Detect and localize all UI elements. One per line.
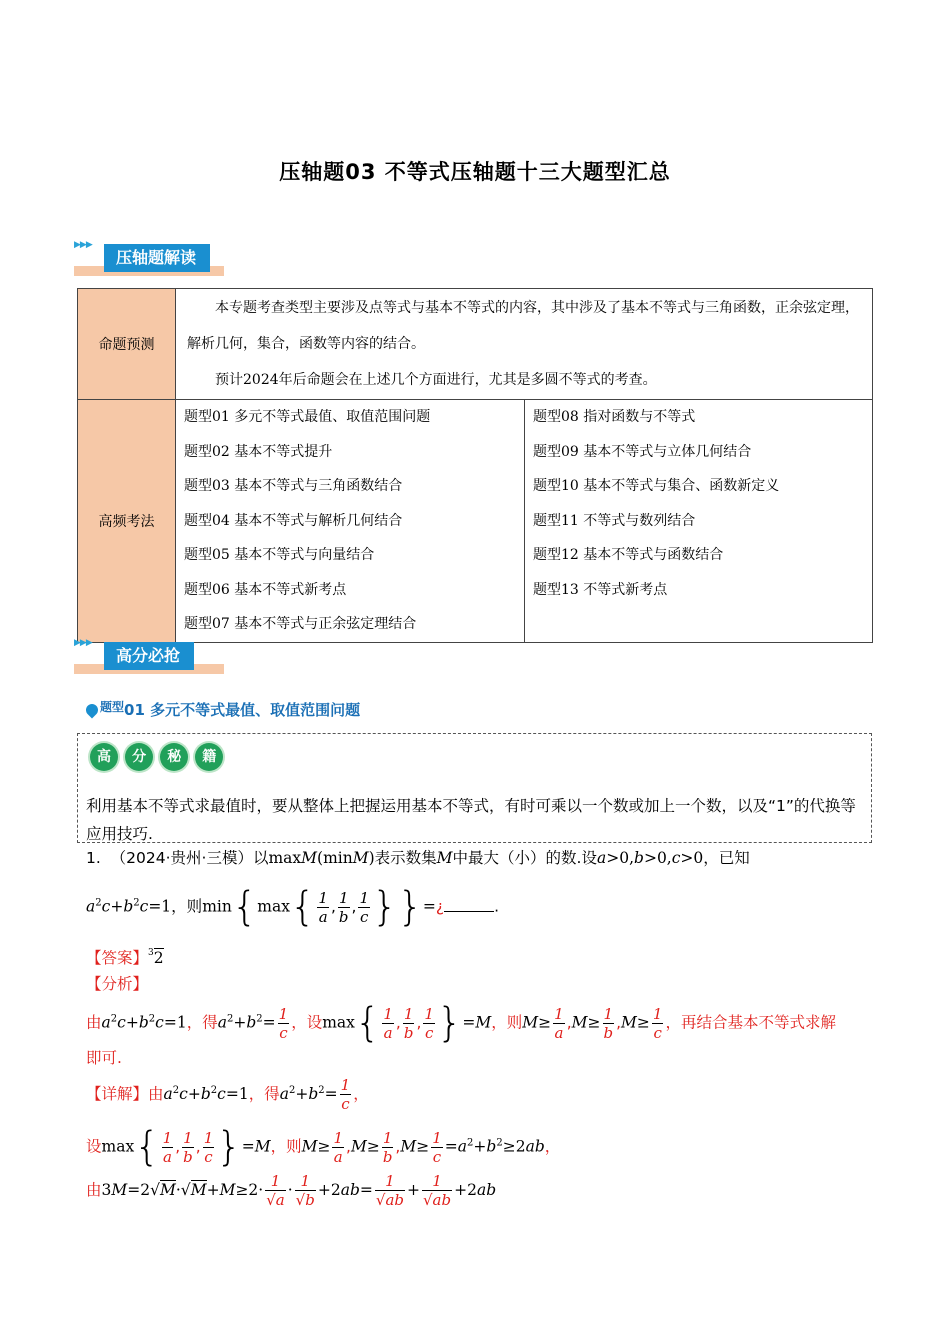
list-item: 题型05 基本不等式与向量结合 <box>184 547 375 563</box>
list-item: 题型12 基本不等式与函数结合 <box>533 547 724 563</box>
page-title: 压轴题03 不等式压轴题十三大题型汇总 <box>279 160 671 184</box>
list-item: 题型04 基本不等式与解析几何结合 <box>184 512 403 529</box>
badge: 分 <box>125 743 153 771</box>
section-banner-interpretation <box>74 240 232 284</box>
list-item: 题型03 基本不等式与三角函数结合 <box>184 478 403 494</box>
banner-label: 高分必抢 <box>104 642 194 670</box>
prediction-text-2: 预计2024年后命题会在上述几个方面进行，尤其是多圆不等式的考查。 <box>215 372 657 388</box>
list-item: 题型01 多元不等式最值、取值范围问题 <box>184 409 431 425</box>
list-item: 题型02 基本不等式提升 <box>184 443 333 460</box>
prediction-text-1: 本专题考查类型主要涉及点等式与基本不等式的内容，其中涉及了基本不等式与三角函数，正余弦定理，解析几何，集合，函数等内容的结合。 <box>187 300 859 352</box>
section-banner-highscore <box>74 638 232 682</box>
answer-blank <box>444 911 494 912</box>
problem-line-1: 1. （2024·贵州·三模）以maxM(minM)表示数集M中最大（小）的数.设a>0,b>0,c>0，已知 <box>86 849 750 867</box>
types-left <box>176 400 525 643</box>
location-pin-icon <box>84 702 101 719</box>
list-item: 题型13 不等式新考点 <box>533 581 668 598</box>
badge: 籍 <box>195 743 223 771</box>
detail-line-3: 由3M=2√M·√M+M≥2· $\frac{1}{√a}$ · $\frac{1}{√b}$ +2ab= $\frac{1}{√ab}$ + $\frac{1}{√ab}$ +2ab <box>86 1172 497 1209</box>
list-item: 题型09 基本不等式与立体几何结合 <box>533 443 752 460</box>
table-head-prediction: 命题预测 <box>78 289 176 400</box>
detail-line-1: 【详解】由$a^2c+b^2c=1$，得$a^2+b^2=$ $\frac{1}{c}$ ， <box>86 1076 369 1113</box>
list-item: 题型06 基本不等式新考点 <box>184 581 347 598</box>
info-table <box>77 288 873 643</box>
tips-text: 利用基本不等式求最值时，要从整体上把握运用基本不等式，有时可乘以一个数或加上一个数，以及“1”的代换等应用技巧. <box>86 797 856 843</box>
tips-badges <box>90 743 225 771</box>
banner-label: 压轴题解读 <box>104 244 210 272</box>
prediction-cell <box>176 289 873 400</box>
types-right <box>525 400 873 643</box>
badge: 秘 <box>160 743 188 771</box>
list-item: 题型07 基本不等式与正余弦定理结合 <box>184 616 417 632</box>
analysis-label: 【分析】 <box>86 975 149 993</box>
problem-line-2: $a^2c+b^2c=1$，则min{max{ $\frac{1}{a}$ , $\frac{1}{b}$ , $\frac{1}{c}$ }}=¿ . <box>86 884 500 930</box>
table-head-frequent: 高频考法 <box>78 400 176 643</box>
arrow-icon: ▶▶▶ <box>74 638 92 648</box>
badge: 高 <box>90 743 118 771</box>
analysis-line-2: 即可. <box>86 1049 122 1067</box>
list-item: 题型10 基本不等式与集合、函数新定义 <box>533 478 780 494</box>
arrow-icon: ▶▶▶ <box>74 240 92 250</box>
answer-line: 【答案】$^3$2 <box>86 948 164 967</box>
detail-line-2: 设max{ $\frac{1}{a}$ , $\frac{1}{b}$ , $\frac{1}{c}$ }=M，则M≥ $\frac{1}{a}$ ,M≥ $\frac{1}{b}$ ,M≥ $\frac{1}{c}$ $=a^2+b^2\ge 2ab$， <box>86 1124 561 1170</box>
list-item: 题型08 指对函数与不等式 <box>533 409 696 425</box>
analysis-line-1: 由$a^2c+b^2c=1$，得$a^2+b^2=$ $\frac{1}{c}$ ，设max{ $\frac{1}{a}$ , $\frac{1}{b}$ , $\frac{1}{c}$ }=M，则M≥ $\frac{1}{a}$ ,M≥ $\frac{1}{b}$ ,M≥ $\frac{1}{c}$ ，再结合基本不等式求解 <box>86 1000 836 1046</box>
list-item: 题型11 不等式与数列结合 <box>533 512 696 529</box>
question-type-title: $^{题型}$01 多元不等式最值、取值范围问题 <box>86 698 360 720</box>
tips-box <box>77 733 872 843</box>
